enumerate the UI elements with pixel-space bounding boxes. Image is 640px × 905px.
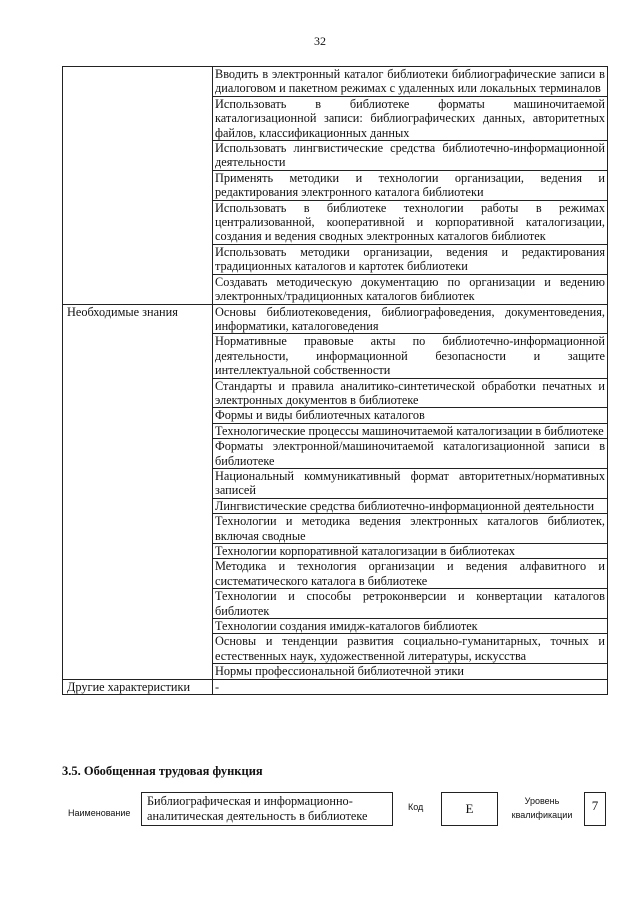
table-row <box>63 679 608 694</box>
row-description-cell: Нормативные правовые акты по библиотечно-информационной деятельности, информационной безопасности и защите интеллектуальной собственности <box>213 334 608 378</box>
row-category-cell <box>63 334 213 378</box>
row-category-cell <box>63 408 213 423</box>
row-category-cell <box>63 423 213 438</box>
page-number: 32 <box>314 34 326 48</box>
table-row <box>63 498 608 513</box>
table-row <box>63 141 608 171</box>
row-description-cell: - <box>213 679 608 694</box>
row-description-cell: Технологии и способы ретроконверсии и конвертации каталогов библиотек <box>213 589 608 619</box>
table-row <box>63 304 608 334</box>
row-category-cell <box>63 170 213 200</box>
table-row <box>63 664 608 679</box>
table-row <box>63 423 608 438</box>
row-description-cell: Технологии корпоративной каталогизации в библиотеках <box>213 544 608 559</box>
row-category-cell <box>63 634 213 664</box>
table-row <box>63 468 608 498</box>
row-description-cell: Лингвистические средства библиотечно-информационной деятельности <box>213 498 608 513</box>
row-description-cell: Использовать в библиотеке форматы машиночитаемой каталогизационной записи: библиографических данных, авторитетных файлов, классификационных данных <box>213 96 608 140</box>
row-description-cell: Форматы электронной/машиночитаемой каталогизационной записи в библиотеке <box>213 439 608 469</box>
row-category-cell: Другие характеристики <box>63 679 213 694</box>
table-row <box>63 170 608 200</box>
code-label: Код <box>408 802 424 812</box>
row-description-cell: Создавать методическую документацию по организации и ведению электронных/традиционных каталогов библиотек <box>213 274 608 304</box>
row-category-cell <box>63 468 213 498</box>
row-category-cell <box>63 619 213 634</box>
level-box: 7 <box>584 792 606 826</box>
row-description-cell: Формы и виды библиотечных каталогов <box>213 408 608 423</box>
row-category-cell <box>63 589 213 619</box>
table-row <box>63 619 608 634</box>
row-category-cell <box>63 498 213 513</box>
table-row <box>63 589 608 619</box>
name-label: Наименование <box>68 808 131 818</box>
row-description-cell: Технологические процессы машиночитаемой каталогизации в библиотеке <box>213 423 608 438</box>
table-row <box>63 634 608 664</box>
table-row <box>63 378 608 408</box>
row-description-cell: Основы и тенденции развития социально-гуманитарных, точных и естественных наук, художественной литературы, искусства <box>213 634 608 664</box>
generalized-function-row <box>62 792 622 832</box>
table-row <box>63 96 608 140</box>
row-description-cell: Стандарты и правила аналитико-синтетической обработки печатных и электронных документов в библиотеке <box>213 378 608 408</box>
table-row <box>63 408 608 423</box>
row-description-cell: Использовать лингвистические средства библиотечно-информационной деятельности <box>213 141 608 171</box>
row-category-cell <box>63 67 213 97</box>
row-category-cell: Необходимые знания <box>63 304 213 334</box>
row-category-cell <box>63 544 213 559</box>
row-category-cell <box>63 439 213 469</box>
row-category-cell <box>63 378 213 408</box>
table-row <box>63 544 608 559</box>
row-description-cell: Вводить в электронный каталог библиотеки библиографические записи в диалоговом и пакетном режимах с удаленных или локальных терминалов <box>213 67 608 97</box>
table-row <box>63 514 608 544</box>
row-category-cell <box>63 96 213 140</box>
table-row <box>63 334 608 378</box>
table-row <box>63 439 608 469</box>
function-name-box: Библиографическая и информационно-аналитическая деятельность в библиотеке <box>141 792 393 826</box>
row-description-cell: Использовать в библиотеке технологии работы в режимах централизованной, кооперативной и корпоративной каталогизации, создания и ведения сводных электронных каталогов библиотек <box>213 200 608 244</box>
row-category-cell <box>63 514 213 544</box>
row-description-cell: Технологии создания имидж-каталогов библиотек <box>213 619 608 634</box>
row-description-cell: Технологии и методика ведения электронных каталогов библиотек, включая сводные <box>213 514 608 544</box>
row-description-cell: Методика и технология организации и ведения алфавитного и систематического каталога в библиотеке <box>213 559 608 589</box>
row-category-cell <box>63 200 213 244</box>
row-description-cell: Нормы профессиональной библиотечной этики <box>213 664 608 679</box>
row-description-cell: Основы библиотековедения, библиографоведения, документоведения, информатики, каталоговедения <box>213 304 608 334</box>
level-label: Уровень квалификации <box>511 796 573 820</box>
table-row <box>63 244 608 274</box>
row-description-cell: Использовать методики организации, ведения и редактирования традиционных каталогов и картотек библиотеки <box>213 244 608 274</box>
row-category-cell <box>63 664 213 679</box>
section-title: 3.5. Обобщенная трудовая функция <box>62 764 263 778</box>
row-category-cell <box>63 274 213 304</box>
row-category-cell <box>63 559 213 589</box>
row-category-cell <box>63 141 213 171</box>
table-row <box>63 274 608 304</box>
table-row <box>63 200 608 244</box>
table-row <box>63 67 608 97</box>
code-box: E <box>441 792 498 826</box>
row-description-cell: Применять методики и технологии организации, ведения и редактирования электронного каталога библиотеки <box>213 170 608 200</box>
row-category-cell <box>63 244 213 274</box>
table-row <box>63 559 608 589</box>
skills-knowledge-table <box>62 66 608 695</box>
row-description-cell: Национальный коммуникативный формат авторитетных/нормативных записей <box>213 468 608 498</box>
